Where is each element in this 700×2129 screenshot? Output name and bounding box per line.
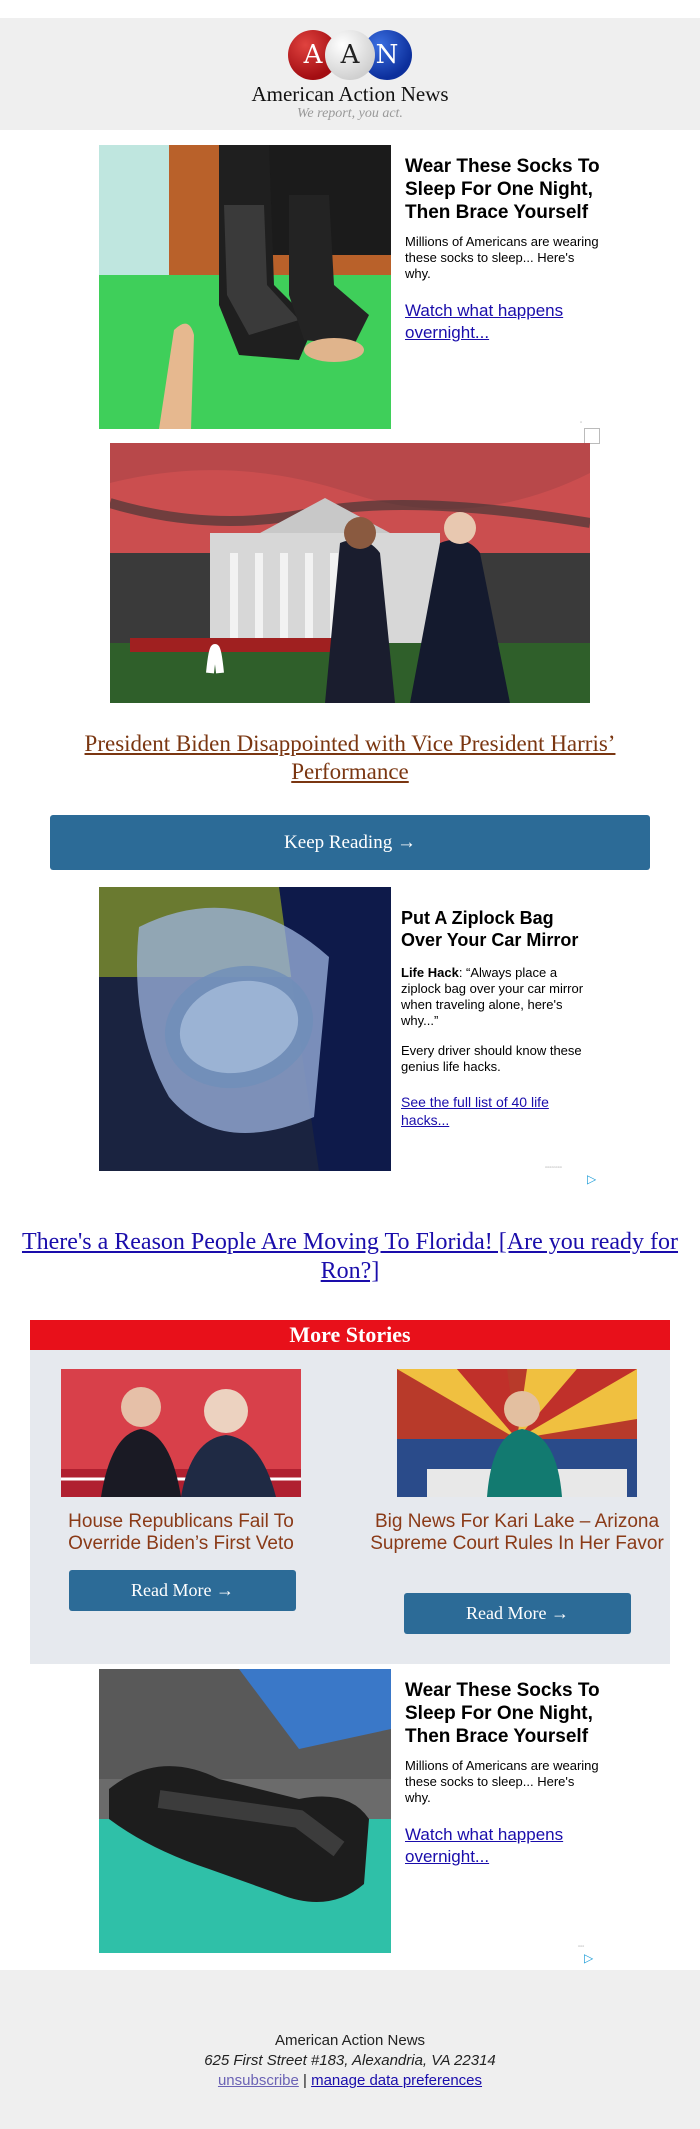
florida-link[interactable]: There's a Reason People Are Moving To Florida! [Are you ready for Ron?] (21, 1229, 679, 1284)
ad-text-block (405, 155, 600, 344)
ad-tracking-pixel: ▫ (580, 420, 583, 426)
footer-links (0, 2072, 700, 2089)
ad-description: Millions of Americans are wearing these socks to sleep... Here's why. (405, 1758, 599, 1805)
footer-org-name: American Action News (274, 2032, 426, 2049)
footer-separator: | (298, 2072, 312, 2089)
ad-lifehack-label: Life Hack (401, 965, 459, 980)
site-tagline: We report, you act. (297, 106, 403, 121)
ad-text-block (405, 1679, 600, 1868)
ad-attribution: ▫▫▫ (578, 1944, 585, 1950)
article-headline-link[interactable]: President Biden Disappointed with Vice President Harris’ Performance (84, 731, 616, 784)
site-logo[interactable] (288, 30, 412, 82)
manage-preferences-link[interactable]: manage data preferences (311, 2072, 483, 2089)
read-more-button-house-republicans[interactable]: Read More → (69, 1570, 296, 1611)
ad-title[interactable]: Put A Ziplock Bag Over Your Car Mirror (401, 908, 579, 950)
story-image-kari-lake[interactable] (397, 1369, 637, 1497)
ad-cta-link[interactable]: See the full list of 40 life hacks... (401, 1094, 549, 1128)
ad-lifehack-quote (401, 965, 596, 1029)
ad-attribution: ▫▫▫▫▫▫▫▫ (545, 1165, 563, 1171)
logo-letter-a-white: A (325, 30, 375, 80)
footer-address: 625 First Street #183, Alexandria, VA 22314 (204, 2052, 496, 2069)
ad-cta-link[interactable]: Watch what happens overnight... (405, 301, 564, 342)
ad-lifehack-text: : “Always place a ziplock bag over your car mirror when traveling alone, here's why...” (401, 965, 584, 1028)
more-stories-heading: More Stories (30, 1320, 670, 1350)
footer (0, 1970, 700, 2129)
ad-cta-link[interactable]: Watch what happens overnight... (405, 1825, 564, 1866)
ad-title[interactable]: Wear These Socks To Sleep For One Night, Then Brace Yourself (405, 1680, 600, 1747)
ad-image-ziplock-mirror[interactable] (99, 887, 391, 1171)
site-name: American Action News (251, 82, 449, 106)
adchoices-icon[interactable]: ▷ (584, 1951, 594, 1965)
logo-letter-n-blue: N (362, 30, 412, 80)
broken-image-icon (584, 428, 600, 444)
story-title-kari-lake[interactable]: Big News For Kari Lake – Arizona Supreme Court Rules In Her Favor (370, 1511, 664, 1554)
article-hero-image[interactable] (110, 443, 590, 703)
unsubscribe-link[interactable]: unsubscribe (217, 2072, 299, 2089)
ad-socks-bottom[interactable] (99, 1669, 599, 1959)
ad-title[interactable]: Wear These Socks To Sleep For One Night, Then Brace Yourself (405, 156, 600, 223)
read-more-button-kari-lake[interactable]: Read More → (404, 1593, 631, 1634)
ad-ziplock[interactable] (99, 887, 599, 1187)
ad-description: Millions of Americans are wearing these socks to sleep... Here's why. (405, 234, 599, 281)
story-image-house-republicans[interactable] (61, 1369, 301, 1497)
story-title-house-republicans[interactable]: House Republicans Fail To Override Biden’s First Veto (68, 1511, 294, 1554)
ad-image-socks[interactable] (99, 1669, 391, 1953)
keep-reading-button[interactable]: Keep Reading → (50, 815, 650, 870)
top-strip (0, 0, 700, 18)
ad-socks-top[interactable] (99, 145, 599, 435)
ad-image-socks[interactable] (99, 145, 391, 429)
logo-letter-a-red: A (288, 30, 338, 80)
ad-body: Every driver should know these genius life hacks. (401, 1043, 582, 1074)
more-stories-section (30, 1320, 670, 1664)
header (0, 18, 700, 130)
ad-text-block (401, 907, 596, 1129)
adchoices-icon[interactable]: ▷ (587, 1172, 597, 1186)
